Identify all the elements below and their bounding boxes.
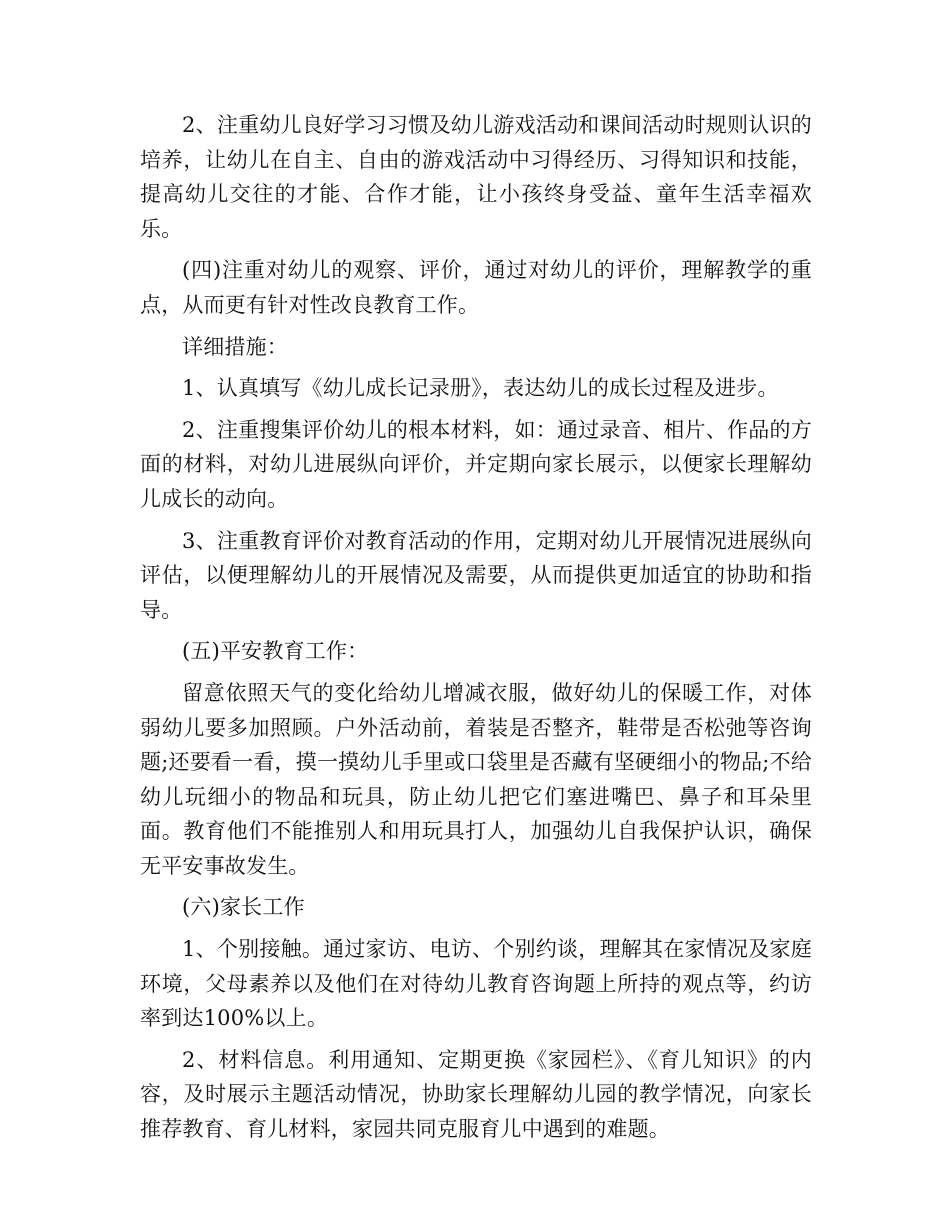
heading-parent-work: (六)家长工作 — [182, 895, 305, 920]
heading-observation-evaluation: (四)注重对幼儿的观察、评价，通过对幼儿的评价，理解教学的重点，从而更有针对性改良教育工作。 — [140, 258, 812, 317]
paragraph-material-information: 2、材料信息。利用通知、定期更换《家园栏》、《育儿知识》的内容，及时展示主题活动情况，协助家长理解幼儿园的教学情况，向家长推荐教育、育儿材料，家园共同克服育儿中遇到的难题。 — [140, 1047, 812, 1142]
paragraph-safety-details: 留意依照天气的变化给幼儿增减衣服，做好幼儿的保暖工作，对体弱幼儿要多加照顾。户外活动前，着装是否整齐，鞋带是否松弛等咨询题;还要看一看，摸一摸幼儿手里或口袋里是否藏有坚硬细小的物品;不给幼儿玩细小的物品和玩具，防止幼儿把它们塞进嘴巴、鼻子和耳朵里面。教育他们不能推别人和用玩具打人，加强幼儿自我保护认识，确保无平安事故发生。 — [140, 680, 812, 878]
heading-detailed-measures: 详细措施： — [182, 334, 288, 359]
paragraph-individual-contact: 1、个别接触。通过家访、电访、个别约谈，理解其在家情况及家庭环境，父母素养以及他们在对待幼儿教育咨询题上所持的观点等，约访率到达100%以上。 — [140, 937, 812, 1031]
document-body — [140, 108, 812, 1154]
paragraph-evaluation-role: 3、注重教育评价对教育活动的作用，定期对幼儿开展情况进展纵向评估，以便理解幼儿的开展情况及需要，从而提供更加适宜的协助和指导。 — [140, 528, 812, 622]
paragraph-habits: 2、注重幼儿良好学习习惯及幼儿游戏活动和课间活动时规则认识的培养，让幼儿在自主、自由的游戏活动中习得经历、习得知识和技能，提高幼儿交往的才能、合作才能，让小孩终身受益、童年生活幸福欢乐。 — [140, 113, 812, 241]
paragraph-collect-materials: 2、注重搜集评价幼儿的根本材料，如：通过录音、相片、作品的方面的材料，对幼儿进展纵向评价，并定期向家长展示，以便家长理解幼儿成长的动向。 — [140, 417, 812, 511]
paragraph-growth-record: 1、认真填写《幼儿成长记录册》，表达幼儿的成长过程及进步。 — [182, 376, 779, 401]
heading-safety-education: (五)平安教育工作： — [182, 639, 369, 664]
